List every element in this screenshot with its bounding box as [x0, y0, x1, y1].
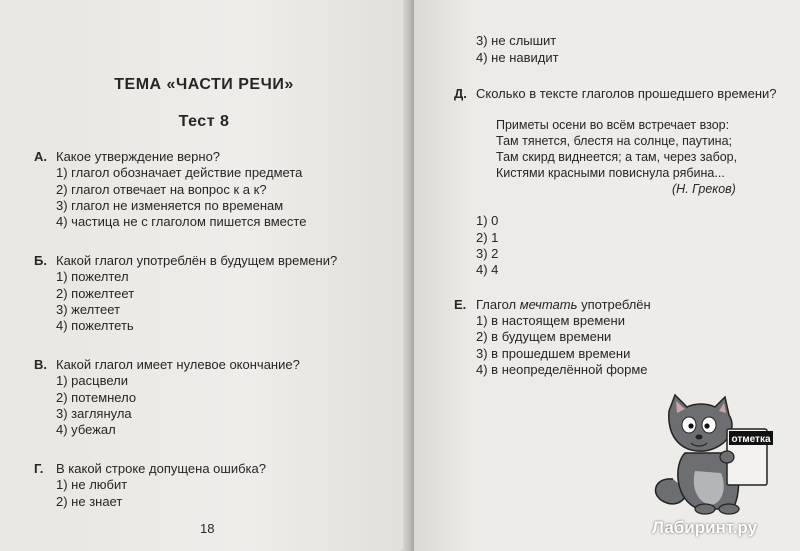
option-a-3: 3) глагол не изменяется по временам	[56, 198, 284, 213]
option-a-2: 2) глагол отвечает на вопрос к а к?	[56, 182, 267, 197]
question-text-g: В какой строке допущена ошибка?	[56, 461, 266, 476]
question-text-a: Какое утверждение верно?	[56, 149, 221, 164]
page-title: ТЕМА «ЧАСТИ РЕЧИ»	[114, 76, 294, 93]
question-letter-e: Е.	[454, 297, 467, 312]
question-text-e: Глагол мечтать употреблён	[476, 297, 651, 312]
option-e-3: 3) в прошедшем времени	[476, 346, 631, 361]
question-text-v: Какой глагол имеет нулевое окончание?	[56, 357, 300, 372]
option-d-3: 3) 2	[476, 246, 499, 261]
watermark-stamp	[652, 518, 757, 538]
poem-line-1: Приметы осени во всём встречает взор:	[496, 118, 730, 132]
question-letter-g: Г.	[34, 461, 44, 476]
option-v-4: 4) убежал	[56, 422, 116, 437]
option-b-4: 4) пожелтеть	[56, 318, 134, 333]
option-v-3: 3) заглянула	[56, 406, 132, 421]
question-letter-a: А.	[34, 149, 47, 164]
option-b-2: 2) пожелтеет	[56, 286, 135, 301]
option-d-4: 4) 4	[476, 262, 499, 277]
option-g-1: 1) не любит	[56, 477, 128, 492]
poem-author: (Н. Греков)	[672, 182, 736, 196]
question-letter-v: В.	[34, 357, 47, 372]
option-v-1: 1) расцвели	[56, 373, 128, 388]
option-e-4: 4) в неопределённой форме	[476, 362, 648, 377]
option-e-1: 1) в настоящем времени	[476, 313, 625, 328]
option-g-3: 3) не слышит	[476, 33, 557, 48]
sign-label: отметка	[731, 434, 771, 445]
option-d-2: 2) 1	[476, 230, 499, 245]
option-v-2: 2) потемнело	[56, 390, 137, 405]
option-g-2: 2) не знает	[56, 494, 123, 509]
question-letter-b: Б.	[34, 253, 47, 268]
option-g-4: 4) не навидит	[476, 50, 559, 65]
highlighted-verb: мечтать	[519, 297, 578, 312]
question-letter-d: Д.	[454, 86, 467, 101]
watermark-text: Лабиринт.ру	[652, 518, 758, 537]
question-text-b: Какой глагол употреблён в будущем времени?	[56, 253, 338, 268]
page-number: 18	[200, 521, 215, 536]
question-text-d: Сколько в тексте глаголов прошедшего времени?	[476, 86, 777, 101]
cat-mascot-illustration	[645, 393, 775, 515]
poem-line-2: Там тянется, блестя на солнце, паутина;	[496, 134, 733, 148]
poem-line-3: Там скирд виднеется; а там, через забор,	[496, 150, 738, 164]
option-a-1: 1) глагол обозначает действие предмета	[56, 165, 303, 180]
test-number: Тест 8	[178, 113, 230, 130]
option-b-1: 1) пожелтел	[56, 269, 129, 284]
option-a-4: 4) частица не с глаголом пишется вместе	[56, 214, 307, 229]
option-b-3: 3) желтеет	[56, 302, 121, 317]
poem-line-4: Кистями красными повиснула рябина...	[496, 166, 725, 180]
option-d-1: 1) 0	[476, 213, 499, 228]
option-e-2: 2) в будущем времени	[476, 329, 612, 344]
